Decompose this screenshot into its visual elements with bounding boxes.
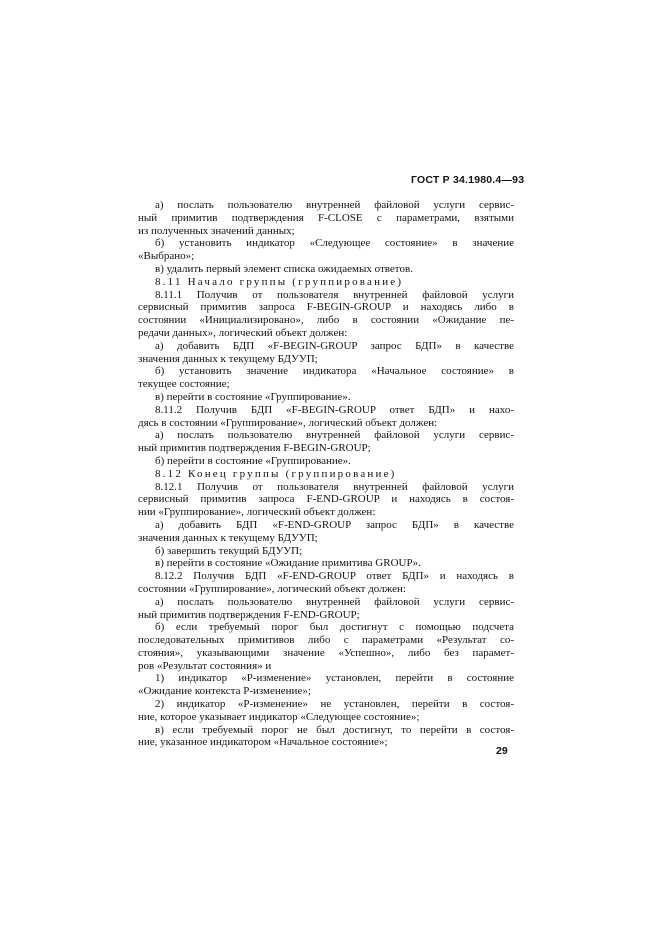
text-line: ный примитив подтверждения F-BEGIN-GROUP; xyxy=(138,442,371,455)
section-heading: 8.12 Конец группы (группирование) xyxy=(155,467,397,480)
text-line: 8.12.1 Получив от пользователя внутренней файловой услуги xyxy=(155,480,514,493)
text-line: а) послать пользователю внутренней файловой услуги сервис- xyxy=(155,595,514,608)
page-number: 29 xyxy=(496,745,508,757)
text-line: б) если требуемый порог был достигнут с помощью подсчета xyxy=(155,621,514,634)
text-line: значения данных к текущему БДУУП; xyxy=(138,531,318,544)
text-line: а) добавить БДП «F-END-GROUP запрос БДП» в качестве xyxy=(155,518,514,531)
text-line: «Ожидание контекста Р-изменение»; xyxy=(138,685,311,698)
text-line: а) послать пользователю внутренней файловой услуги сервис- xyxy=(155,429,514,442)
text-line: дясь в состоянии «Группирование», логический объект должен: xyxy=(138,416,438,429)
text-line: состоянии «Инициализировано», либо в состоянии «Ожидание пе- xyxy=(138,314,514,327)
section-heading: 8.11 Начало группы (группирование) xyxy=(155,275,404,288)
text-line: 1) индикатор «Р-изменение» установлен, перейти в состояние xyxy=(155,672,514,685)
text-line: текущее состояние; xyxy=(138,378,230,391)
document-header: ГОСТ Р 34.1980.4—93 xyxy=(411,174,525,186)
body-text xyxy=(138,199,514,749)
text-line: стояния», указывающими значение «Успешно», либо без парамет- xyxy=(138,646,514,659)
text-line: состоянии «Группирование», логический объект должен: xyxy=(138,582,406,595)
text-line: в) перейти в состояние «Группирование». xyxy=(155,390,351,403)
text-line: сервисный примитив запроса F-END-GROUP и находясь в состоя- xyxy=(138,493,514,506)
text-line: редачи данных», логический объект должен: xyxy=(138,326,348,339)
text-line: 8.12.2 Получив БДП «F-END-GROUP ответ БДП» и находясь в xyxy=(155,570,514,583)
text-line: ние, указанное индикатором «Начальное состояние»; xyxy=(138,736,388,749)
text-line: а) послать пользователю внутренней файловой услуги сервис- xyxy=(155,199,514,211)
text-line: в) перейти в состояние «Ожидание примитива GROUP». xyxy=(155,557,421,570)
text-line: сервисный примитив запроса F-BEGIN-GROUP и находясь либо в xyxy=(138,301,514,314)
text-line: б) установить значение индикатора «Начальное состояние» в xyxy=(155,365,514,378)
text-line: в) удалить первый элемент списка ожидаемых ответов. xyxy=(155,262,413,275)
text-line: значения данных к текущему БДУУП; xyxy=(138,352,318,365)
text-line: ный примитив подтверждения F-END-GROUP; xyxy=(138,608,360,621)
text-line: ный примитив подтверждения F-CLOSE с параметрами, взятыми xyxy=(138,211,514,224)
text-line: в) если требуемый порог не был достигнут, то перейти в состоя- xyxy=(155,723,514,736)
text-line: нии «Группирование», логический объект должен: xyxy=(138,506,376,519)
text-line: б) перейти в состояние «Группирование». xyxy=(155,454,351,467)
text-line: 2) индикатор «Р-изменение» не установлен, перейти в состоя- xyxy=(155,698,514,711)
text-line: б) установить индикатор «Следующее состояние» в значение xyxy=(155,237,514,250)
text-line: ров «Результат состояния» и xyxy=(138,659,272,672)
text-line: из полученных значений данных; xyxy=(138,224,295,237)
text-line: ние, которое указывает индикатор «Следующее состояние»; xyxy=(138,710,420,723)
text-line: а) добавить БДП «F-BEGIN-GROUP запрос БДП» в качестве xyxy=(155,339,514,352)
text-line: «Выбрано»; xyxy=(138,250,195,263)
text-line: 8.11.1 Получив от пользователя внутренней файловой услуги xyxy=(155,288,514,301)
text-line: последовательных примитивов либо с параметрами «Результат со- xyxy=(138,634,514,647)
text-line: б) завершить текущий БДУУП; xyxy=(155,544,303,557)
text-line: 8.11.2 Получив БДП «F-BEGIN-GROUP ответ БДП» и нахо- xyxy=(155,403,514,416)
